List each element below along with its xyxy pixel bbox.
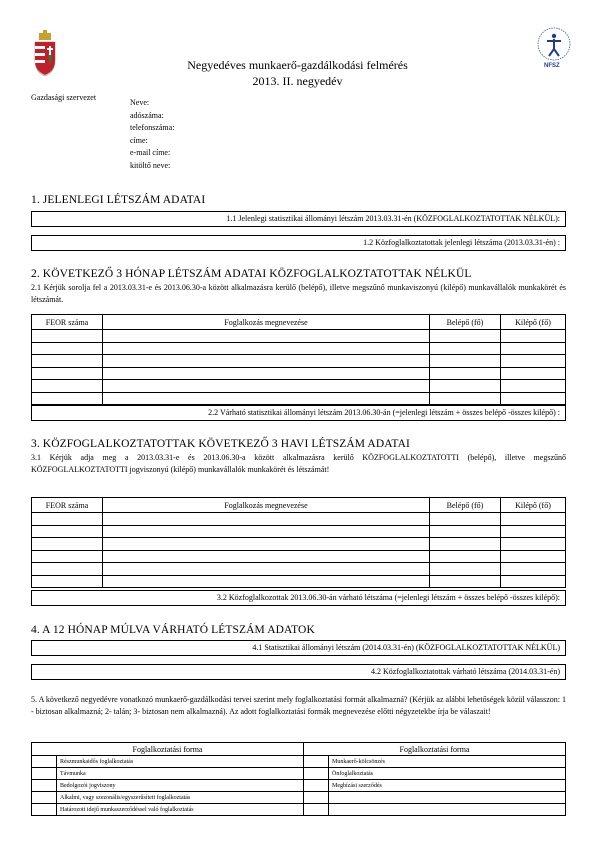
answer-box[interactable]: [32, 780, 57, 792]
org-field-tax-number[interactable]: adószáma:: [130, 110, 164, 120]
col-occupation: Foglalkozás megnevezése: [103, 315, 430, 330]
org-label: Gazdasági szervezet: [31, 93, 97, 102]
section2-heading: 2. KÖVETKEZŐ 3 HÓNAP LÉTSZÁM ADATAI KÖZFOGLALKOZTATOTTAK NÉLKÜL: [31, 268, 472, 280]
s1-box-current-headcount[interactable]: 1.1 Jelenlegi statisztikai állományi létszám 2013.03.31-én (KÖZFOGLALKOZTATOTTAK NÉLKÜL):: [31, 211, 566, 227]
section3-instructions: 3.1 Kérjük adja meg a 2013.03.31-e és 2013.06.30-a között alkalmazásra kerülő KÖZFOGLALKOZTATOTTI (belépő), illetve megszűnő KÖZFOGLALKOZTATOTTI jogviszonyú (kilépő) munkavállalók munkakörét és létszámát!: [31, 453, 566, 474]
s2-box-expected-headcount[interactable]: 2.2 Várható statisztikai állományi létszám 2013.06.30-án (=jelenlegi létszám + összes belépő -összes kilépő) :: [31, 405, 566, 421]
document-subtitle: 2013. II. negyedév: [252, 74, 343, 88]
table-row[interactable]: [32, 367, 566, 380]
table-row[interactable]: [32, 575, 566, 588]
answer-box[interactable]: [304, 768, 329, 780]
table-row[interactable]: [32, 525, 566, 538]
form-left-1: Távmunka: [57, 768, 304, 780]
forms-header-left: Foglalkoztatási forma: [32, 743, 304, 756]
form-right-3: [329, 792, 566, 804]
answer-box[interactable]: [304, 756, 329, 768]
org-field-name[interactable]: Neve:: [130, 98, 150, 107]
table-row[interactable]: [32, 380, 566, 393]
s3-box-expected-public-workers[interactable]: 3.2 Közfoglalkozottak 2013.06.30-án várható létszáma (=jelenlegi létszám + összes belépő -összes kilépő):: [31, 590, 566, 606]
section2-table: [31, 314, 566, 405]
form-right-2: Megbízási szerződés: [329, 780, 566, 792]
section4-heading: 4. A 12 HÓNAP MÚLVA VÁRHATÓ LÉTSZÁM ADATOK: [31, 624, 315, 636]
form-right-4: [329, 804, 566, 816]
form-right-0: Munkaerő-kölcsönzés: [329, 756, 566, 768]
table-row[interactable]: [32, 563, 566, 576]
s4-box-statistical-headcount[interactable]: 4.1 Statisztikai állományi létszám (2014.03.31-én) (KÖZFOGLALKOZTATOTTAK NÉLKÜL): [31, 640, 566, 656]
forms-header-right: Foglalkoztatási forma: [304, 743, 566, 756]
col-occupation: Foglalkozás megnevezése: [103, 498, 430, 513]
col-leaving: Kilépő (fő): [501, 498, 566, 513]
list-item: [32, 804, 566, 816]
answer-box[interactable]: [304, 780, 329, 792]
table-row[interactable]: [32, 538, 566, 551]
nfsz-logo-text: NFSZ: [544, 63, 560, 69]
section1-heading: 1. JELENLEGI LÉTSZÁM ADATAI: [31, 194, 206, 206]
answer-box[interactable]: [304, 804, 329, 816]
org-field-phone[interactable]: telefonszáma:: [130, 123, 175, 132]
col-leaving: Kilépő (fő): [501, 315, 566, 330]
list-item: [32, 768, 566, 780]
answer-box[interactable]: [32, 756, 57, 768]
table-row[interactable]: [32, 342, 566, 355]
s1-box-public-workers[interactable]: 1.2 Közfoglalkoztatottak jelenlegi létszáma (2013.03.31-én) :: [31, 235, 566, 251]
form-right-1: Önfoglalkoztatás: [329, 768, 566, 780]
table-row[interactable]: [32, 330, 566, 343]
section3-table: [31, 497, 566, 588]
section5-question: 5. A következő negyedévre vonatkozó munkaerő-gazdálkodási tervei szerint mely foglalkoztatási formát alkalmazná? (Kérjük az alábbi lehetőségek közül válasszon: 1 - biztosan alkalmazná; 2- talán; 3- biztosan nem alkalmazná). Az adott foglalkoztatási formák megnevezése előtti négyzetekbe írja be válaszait!: [31, 695, 566, 716]
org-field-email[interactable]: e-mail címe:: [130, 148, 171, 157]
section3-heading: 3. KÖZFOGLALKOZTATOTTAK KÖVETKEZŐ 3 HAVI LÉTSZÁM ADATAI: [31, 438, 410, 450]
org-fields: [130, 97, 174, 172]
section2-instructions: 2.1 Kérjük sorolja fel a 2013.03.31-e és 2013.06.30-a között alkalmazásra kerülő (belépő), illetve megszűnő munkaviszonyú (kilépő) munkavállalók munkakörét és létszámát.: [31, 283, 566, 304]
form-left-2: Bedolgozói jogviszony: [57, 780, 304, 792]
table-row[interactable]: [32, 355, 566, 368]
col-entering: Belépő (fő): [430, 315, 501, 330]
s4-box-public-workers-expected[interactable]: 4.2 Közfoglalkoztatottak várható létszáma (2014.03.31-én): [31, 664, 566, 680]
answer-box[interactable]: [32, 804, 57, 816]
form-left-4: Határozott idejű munkaszerződéssel való foglalkoztatás: [57, 804, 304, 816]
answer-box[interactable]: [32, 792, 57, 804]
answer-box[interactable]: [32, 768, 57, 780]
employment-forms-table: [31, 742, 566, 816]
table-row[interactable]: [32, 392, 566, 405]
table-row[interactable]: [32, 513, 566, 526]
col-entering: Belépő (fő): [430, 498, 501, 513]
answer-box[interactable]: [304, 792, 329, 804]
list-item: [32, 792, 566, 804]
form-left-0: Részmunkaidős foglalkoztatás: [57, 756, 304, 768]
document-title: Negyedéves munkaerő-gazdálkodási felmérés: [187, 58, 408, 72]
org-field-address[interactable]: címe:: [130, 135, 148, 145]
col-feor: FEOR száma: [32, 315, 103, 330]
form-left-3: Alkalmi, vagy szezonális/egyszerűsített foglalkoztatás: [57, 792, 304, 804]
list-item: [32, 780, 566, 792]
table-row[interactable]: [32, 550, 566, 563]
org-field-filler-name[interactable]: kitöltő neve:: [130, 160, 171, 170]
col-feor: FEOR száma: [32, 498, 103, 513]
list-item: [32, 756, 566, 768]
